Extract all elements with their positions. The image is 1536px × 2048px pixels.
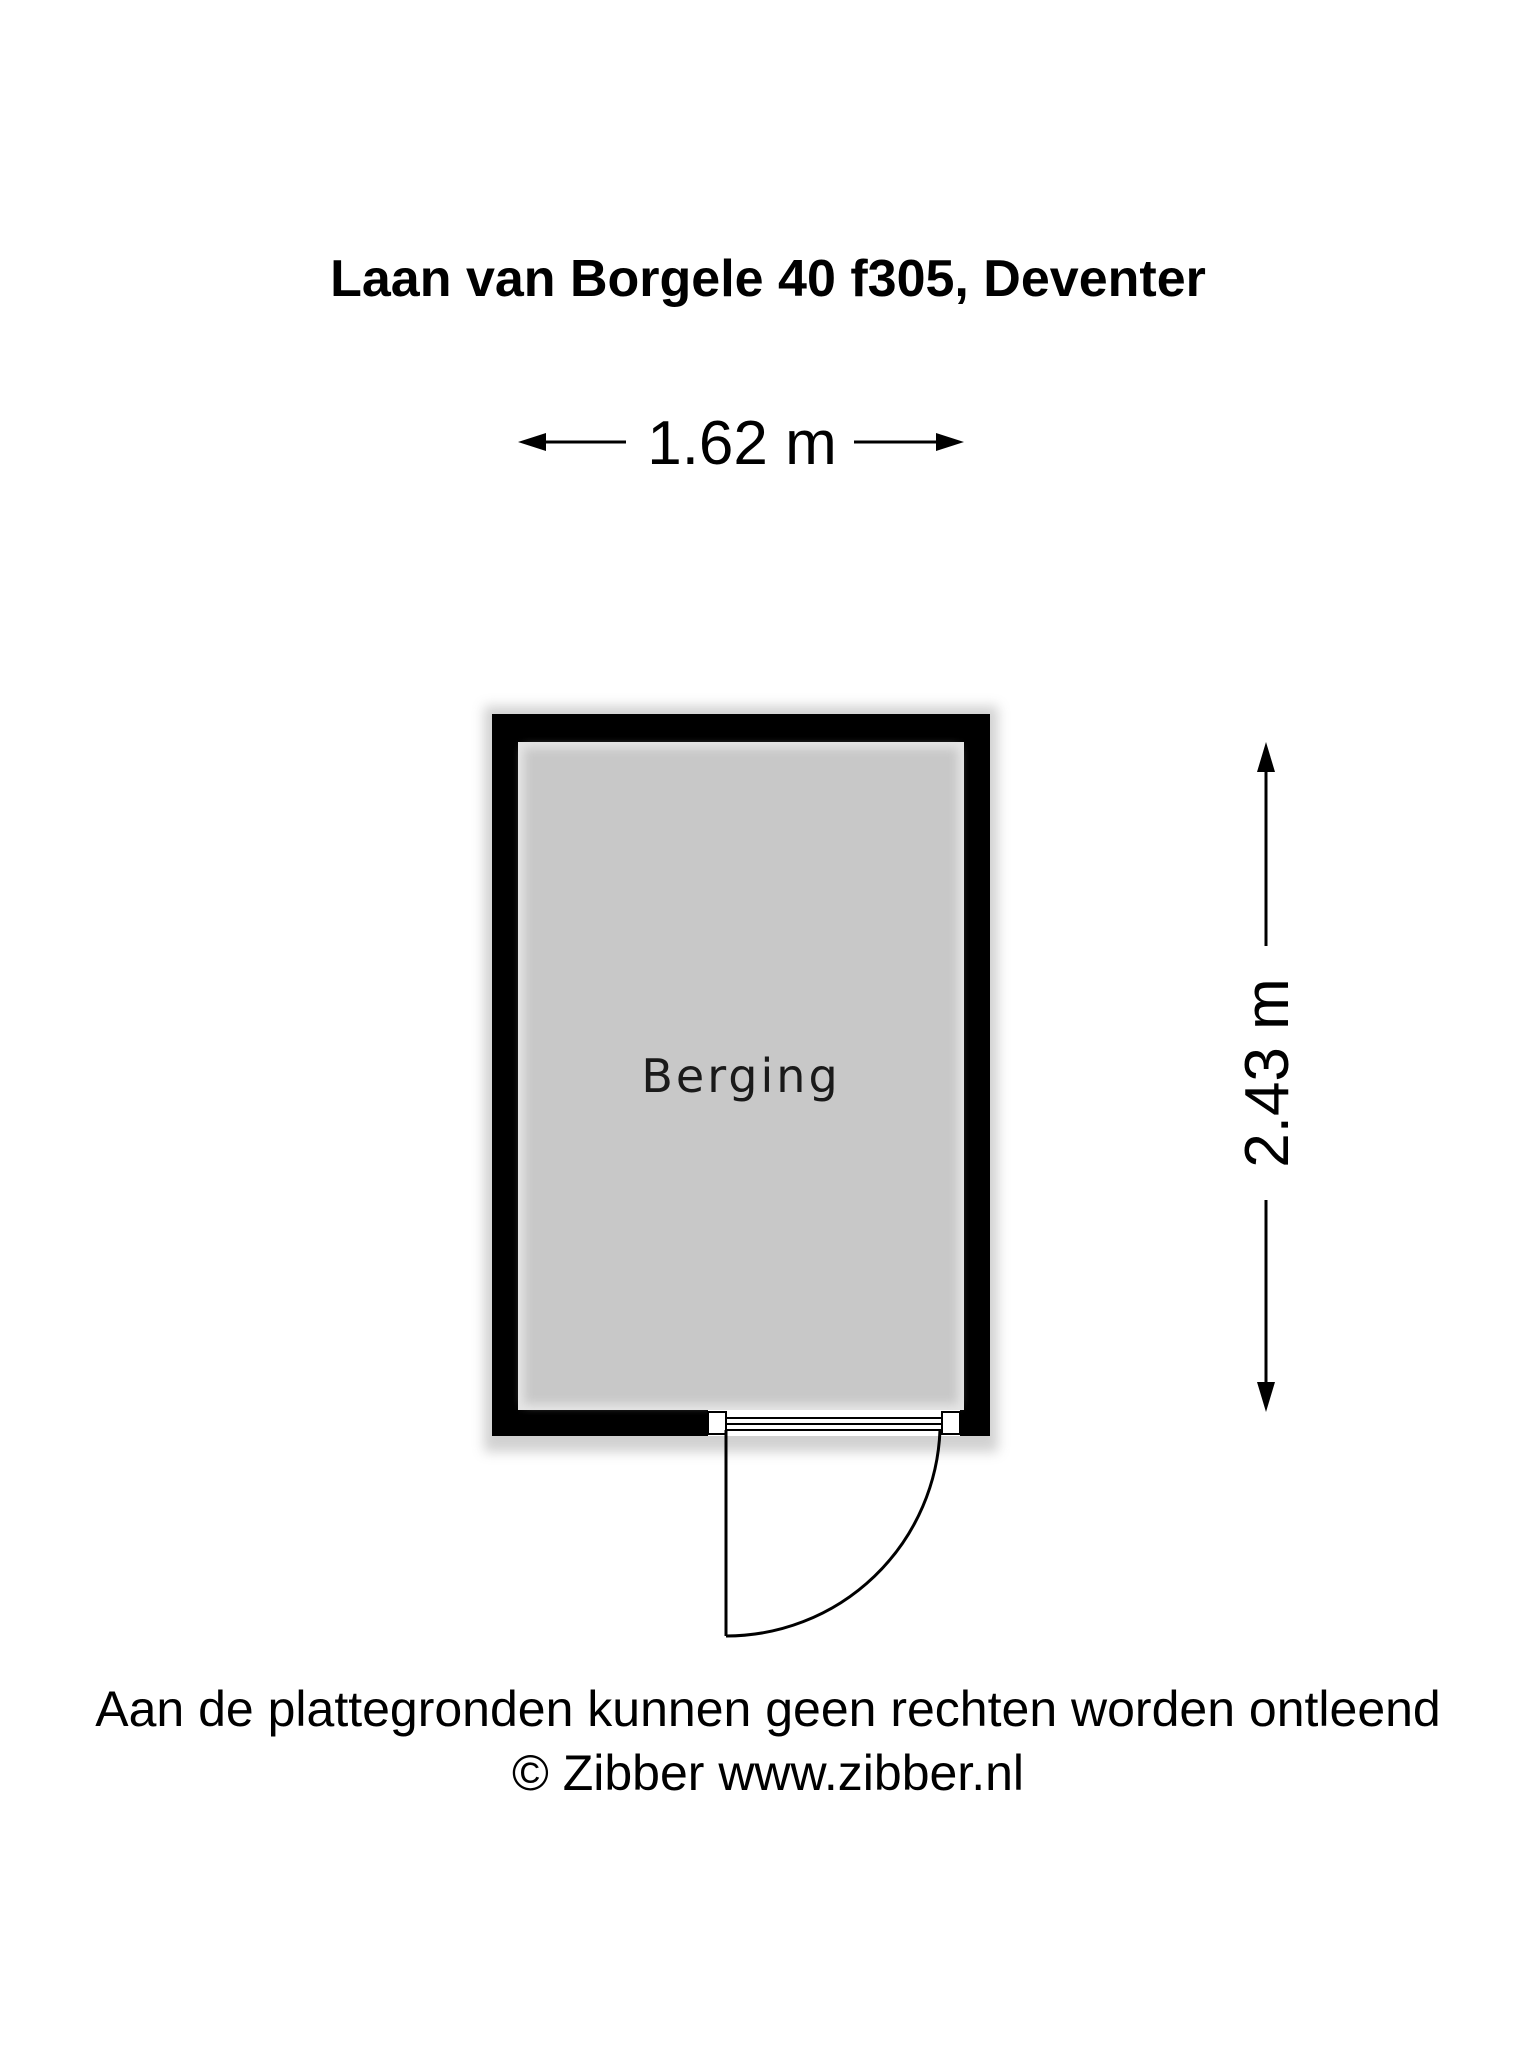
width-label: 1.62 m — [647, 409, 837, 478]
height-label: 2.43 m — [1233, 978, 1302, 1168]
room-berging — [484, 706, 998, 1452]
door-swing-arc — [726, 1430, 940, 1636]
room-label: Berging — [641, 1049, 841, 1103]
plan-title: Laan van Borgele 40 f305, Deventer — [330, 250, 1206, 308]
height-arrow-up-icon — [1257, 742, 1275, 772]
door-jamb-right — [942, 1412, 960, 1434]
disclaimer-text: Aan de plattegronden kunnen geen rechten worden ontleend — [95, 1681, 1441, 1737]
height-arrow-down-icon — [1257, 1382, 1275, 1412]
door-jamb-left — [708, 1412, 726, 1434]
width-arrow-left-icon — [518, 433, 546, 451]
width-arrow-right-icon — [936, 433, 964, 451]
copyright-text: © Zibber www.zibber.nl — [511, 1745, 1025, 1801]
width-dimension — [518, 409, 964, 478]
height-dimension — [1233, 742, 1302, 1412]
